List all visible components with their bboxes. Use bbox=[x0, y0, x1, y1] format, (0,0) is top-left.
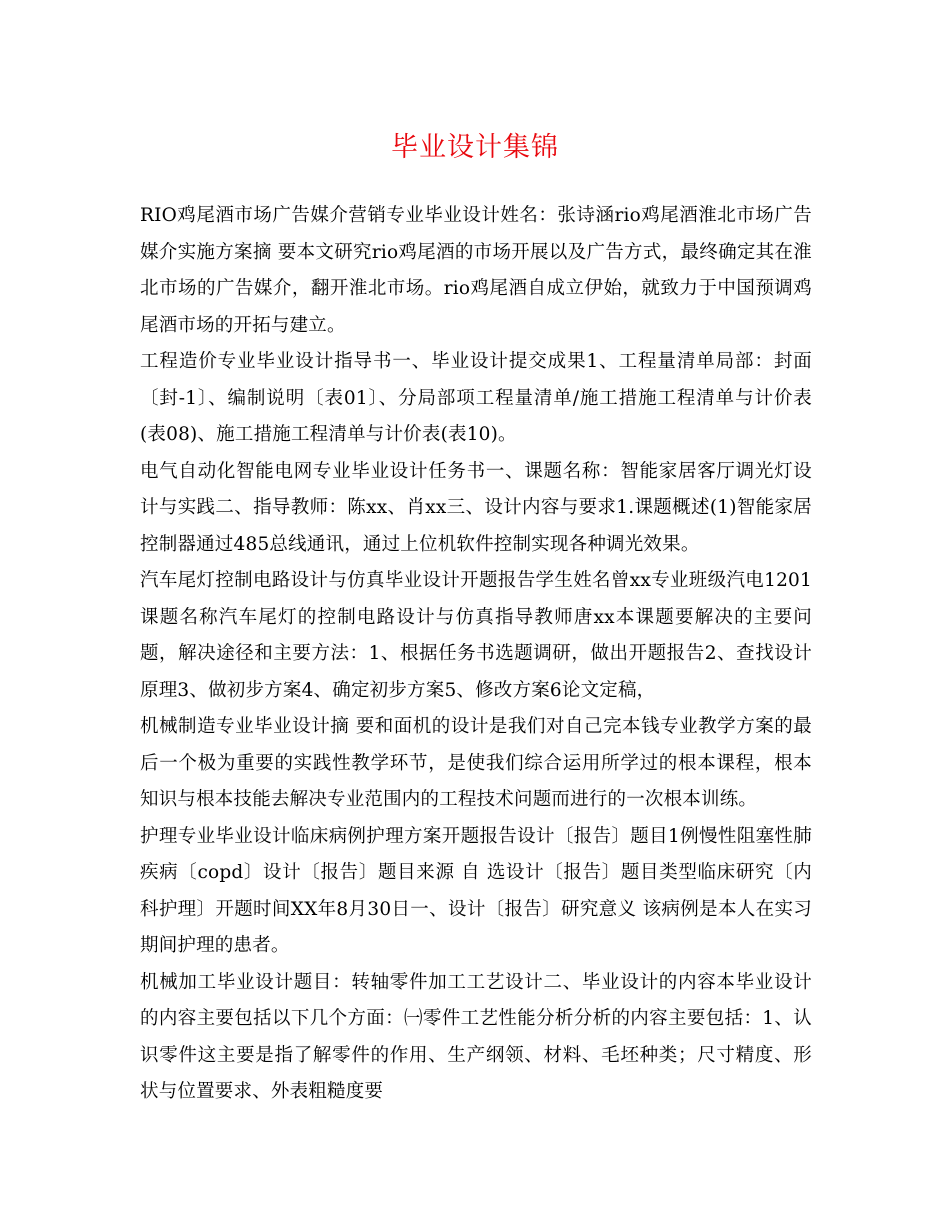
paragraph-5: 机械制造专业毕业设计摘 要和面机的设计是我们对自己完本钱专业教学方案的最后一个极为重要的实践性教学环节，是使我们综合运用所学过的根本课程，根本知识与根本技能去解决专业范围内的工程技术问题而进行的一次根本训练。 bbox=[140, 716, 812, 810]
document-body bbox=[140, 198, 812, 1111]
paragraph-4: 汽车尾灯控制电路设计与仿真毕业设计开题报告学生姓名曾xx专业班级汽电1201课题名称汽车尾灯的控制电路设计与仿真指导教师唐xx本课题要解决的主要问题，解决途径和主要方法：1、根据任务书选题调研，做出开题报告2、查找设计原理3、做初步方案4、确定初步方案5、修改方案6论文定稿， bbox=[140, 570, 812, 701]
paragraph-6: 护理专业毕业设计临床病例护理方案开题报告设计〔报告〕题目1例慢性阻塞性肺疾病〔copd〕设计〔报告〕题目来源 自 选设计〔报告〕题目类型临床研究〔内科护理〕开题时间XX年8月30日一、设计〔报告〕研究意义 该病例是本人在实习期间护理的患者。 bbox=[140, 825, 812, 956]
paragraph-2: 工程造价专业毕业设计指导书一、毕业设计提交成果1、工程量清单局部：封面〔封-1〕、编制说明〔表01〕、分局部项工程量清单/施工措施工程清单与计价表(表08)、施工措施工程清单与计价表(表10)。 bbox=[140, 351, 812, 445]
document-title: 毕业设计集锦 bbox=[391, 132, 559, 163]
paragraph-3: 电气自动化智能电网专业毕业设计任务书一、课题名称：智能家居客厅调光灯设计与实践二、指导教师：陈xx、肖xx三、设计内容与要求1.课题概述(1)智能家居控制器通过485总线通讯，通过上位机软件控制实现各种调光效果。 bbox=[140, 460, 812, 555]
paragraph-7: 机械加工毕业设计题目：转轴零件加工工艺设计二、毕业设计的内容本毕业设计的内容主要包括以下几个方面：㈠零件工艺性能分析分析的内容主要包括：1、认识零件这主要是指了解零件的作用、生产纲领、材料、毛坯种类；尺寸精度、形状与位置要求、外表粗糙度要 bbox=[140, 971, 812, 1102]
paragraph-1: RIO鸡尾酒市场广告媒介营销专业毕业设计姓名：张诗涵rio鸡尾酒淮北市场广告媒介实施方案摘 要本文研究rio鸡尾酒的市场开展以及广告方式，最终确定其在淮北市场的广告媒介，翻开淮北市场。rio鸡尾酒自成立伊始，就致力于中国预调鸡尾酒市场的开拓与建立。 bbox=[140, 205, 812, 336]
